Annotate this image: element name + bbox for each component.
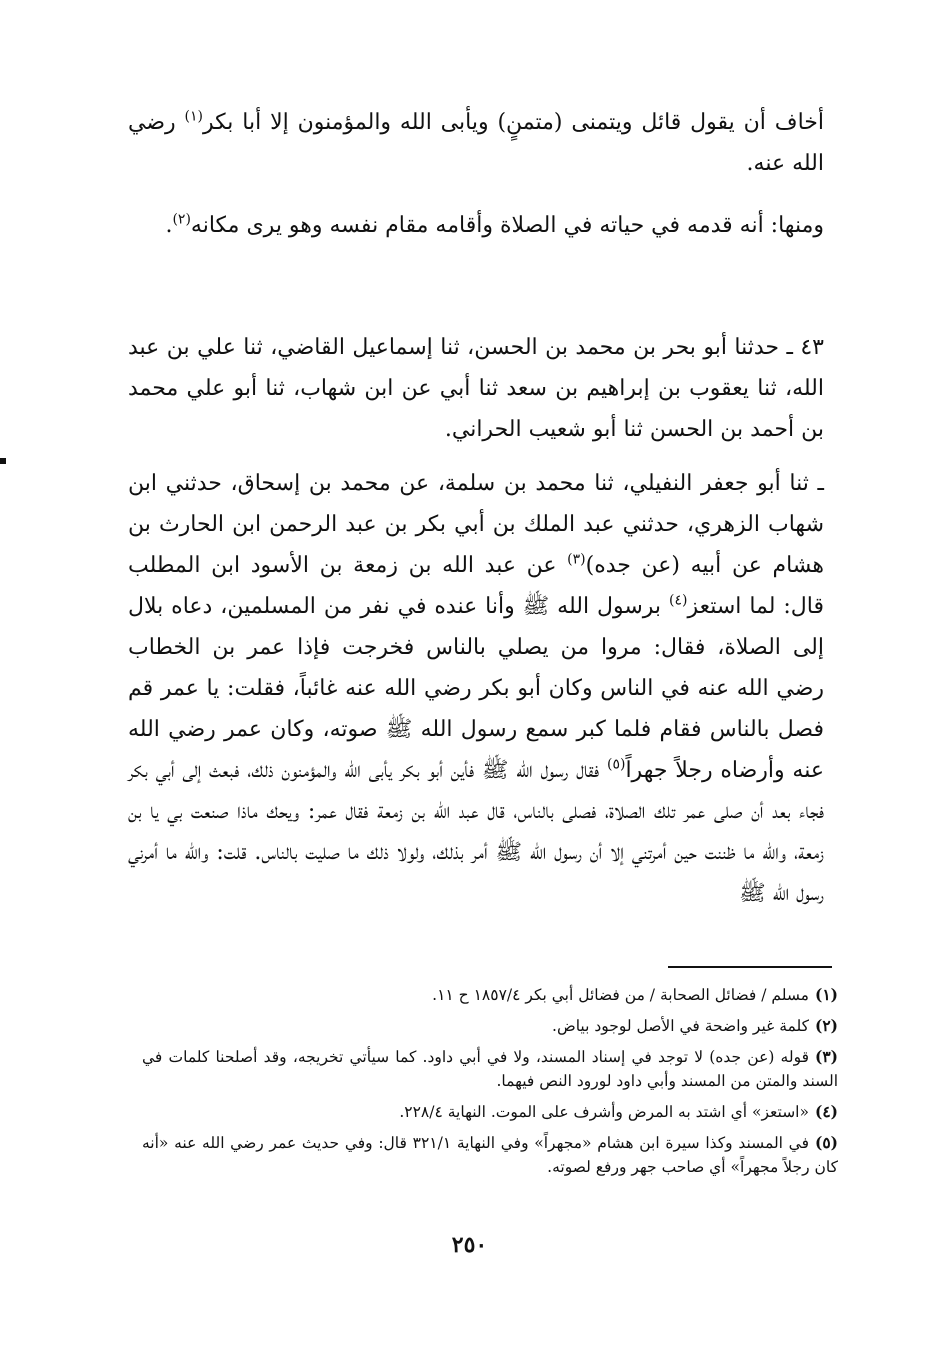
footnote-2-text: كلمة غير واضحة في الأصل لوجود بياض. [552, 1017, 809, 1035]
matn-part-4: فقال رسول الله ﷺ فأين أبو بكر يأبى الله والمؤمنون ذلك، فبعث إلى أبي بكر فجاء بعد أن صلى عمر تلك الصلاة، فصلى بالناس، قال عبد الله بن زمعة فقال عمر: ويحك ماذا صنعت بي يا بن زمعة، والله ما ظننت حين أمرتني إلا أن رسول الله ﷺ أمر بذلك، ولولا ذلك ما صليت بالناس. قلت: والله ما أمرني رسول الله ﷺ [128, 758, 824, 906]
scan-margin-mark [0, 458, 6, 464]
footnote-3-text: قوله (عن جده) لا توجد في إسناد المسند، ولا في أبي داود. كما سيأتي تخريجه، وقد أصلحنا كلمات في السند والمتن من المسند وأبي داود لورود النص فيهما. [142, 1048, 838, 1090]
matn-part-2: عن عبد الله بن زمعة بن الأسود ابن المطلب قال: لما استعز [128, 553, 824, 619]
hadith-43-text: ٤٣ ـ حدثنا أبو بحر بن محمد بن الحسن، ثنا إسماعيل القاضي، ثنا علي بن عبد الله، ثنا يعقوب بن إبراهيم بن سعد ثنا أبي عن ابن شهاب، ثنا أبو علي محمد بن أحمد بن الحسن ثنا أبو شعيب الحراني. [128, 335, 824, 442]
footnote-2 [142, 1014, 838, 1038]
footnote-3 [142, 1045, 838, 1093]
footnote-3-number: (٣) [814, 1047, 838, 1066]
footnote-4-number: (٤) [814, 1102, 838, 1121]
page-number: ٢٥٠ [451, 1232, 488, 1258]
matn-part-3: برسول الله ﷺ وأنا عنده في نفر من المسلمين، دعاه بلال إلى الصلاة، فقال: مروا من يصلي بالناس فخرجت فإذا عمر بن الخطاب رضي الله عنه في الناس وكان أبو بكر رضي الله عنه غائباً، فقلت: يا عمر قم فصل بالناس فقام فلما كبر سمع رسول الله ﷺ صوته، وكان عمر رضي الله عنه وأرضاه رجلاً جهراً [128, 594, 824, 783]
footnote-ref-3: (٣) [567, 551, 586, 568]
footnote-4 [142, 1100, 838, 1124]
matn-part-1: ـ ثنا أبو جعفر النفيلي، ثنا محمد بن سلمة، عن محمد بن إسحاق، حدثني ابن شهاب الزهري، حدثني عبد الملك بن أبي بكر بن عبد الرحمن ابن الحارث بن هشام عن أبيه (عن جده) [128, 471, 825, 578]
paragraph-1-text: أخاف أن يقول قائل ويتمنى (متمنٍ) ويأبى الله والمؤمنون إلا أبا بكر [202, 110, 825, 135]
footnote-1 [142, 983, 838, 1007]
footnote-divider [668, 966, 832, 968]
footnote-ref-4: (٤) [668, 592, 688, 609]
paragraph-2 [128, 205, 824, 246]
footnote-5-number: (٥) [815, 1133, 839, 1152]
footnote-5-text: في المسند وكذا سيرة ابن هشام «مجهراً» وفي النهاية ٣٢١/١ قال: وفي حديث عمر رضي الله عنه «أنه كان رجلاً مجهراً» أي صاحب جهر ورفع لصوته. [142, 1134, 838, 1176]
footnote-ref-2: (٢) [172, 211, 191, 228]
hadith-43-matn [128, 463, 824, 914]
hadith-43-isnad [128, 327, 824, 450]
footnote-2-number: (٢) [814, 1016, 838, 1035]
paragraph-1-tail: رضي الله عنه. [128, 110, 824, 176]
footnote-4-text: «استعز» أي اشتد به المرض وأشرف على الموت. النهاية ٢٢٨/٤. [399, 1103, 809, 1121]
paragraph-1 [128, 102, 824, 184]
paragraph-2-tail: . [165, 213, 173, 238]
footnote-1-number: (١) [814, 985, 838, 1004]
footnote-ref-1: (١) [184, 108, 203, 125]
footnote-1-text: مسلم / فضائل الصحابة / من فضائل أبي بكر ١٨٥٧/٤ ح ١١. [432, 986, 809, 1004]
footnotes-list [142, 983, 838, 1186]
paragraph-2-text: ومنها: أنه قدمه في حياته في الصلاة وأقامه مقام نفسه وهو يرى مكانه [190, 213, 824, 238]
footnote-5 [142, 1131, 838, 1179]
footnote-ref-5: (٥) [606, 756, 626, 773]
